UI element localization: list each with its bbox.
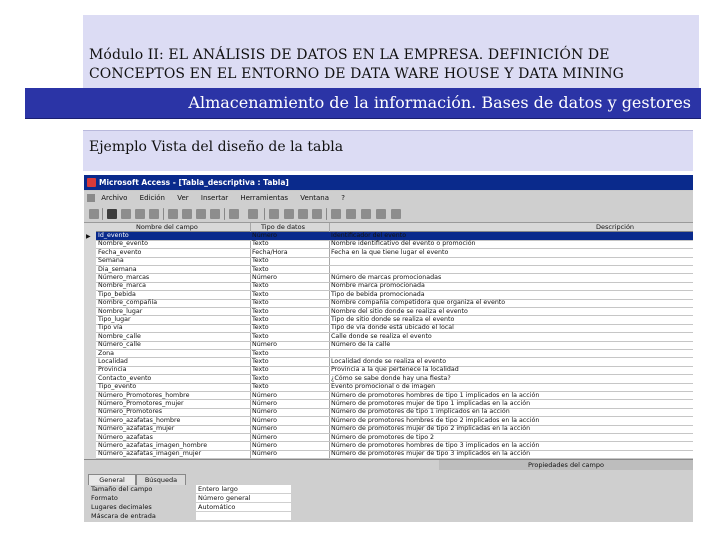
data-type-cell[interactable]: Número — [252, 341, 278, 349]
property-value-field[interactable]: Entero largo — [196, 485, 291, 493]
data-type-cell[interactable]: Texto — [252, 366, 269, 374]
data-type-cell[interactable]: Texto — [252, 307, 269, 315]
data-type-cell[interactable]: Texto — [252, 349, 269, 357]
field-name-cell[interactable]: Semana — [98, 257, 124, 265]
description-cell[interactable]: Número de promotores de tipo 2 — [331, 433, 435, 441]
toolbar-separator — [264, 208, 265, 220]
data-type-cell[interactable]: Número — [252, 391, 278, 399]
slide-subtitle: Ejemplo Vista del diseño de la tabla — [89, 139, 344, 155]
field-name-cell[interactable]: Tipo vía — [98, 324, 123, 332]
field-name-cell[interactable]: Nombre_compañía — [98, 299, 158, 307]
description-cell[interactable]: Nombre compañía competidora que organiza el evento — [331, 299, 506, 307]
save-icon[interactable] — [107, 209, 117, 219]
data-type-cell[interactable]: Texto — [252, 332, 269, 340]
field-name-cell[interactable]: Fecha_evento — [98, 248, 142, 256]
format-painter-icon[interactable] — [210, 209, 220, 219]
field-name-cell[interactable]: Número_azafatas_imagen_mujer — [98, 450, 202, 458]
data-type-cell[interactable]: Texto — [252, 290, 269, 298]
data-type-cell[interactable]: Texto — [252, 324, 269, 332]
window-titlebar — [84, 175, 693, 190]
description-cell[interactable]: Tipo de sitio donde se realiza el evento — [331, 316, 455, 323]
undo-icon[interactable] — [229, 209, 239, 219]
header-line-1: Módulo II: EL ANÁLISIS DE DATOS EN LA EMPRESA. DEFINICIÓN DE — [89, 47, 610, 63]
indexes-icon[interactable] — [284, 209, 294, 219]
properties-title: Propiedades del campo — [439, 460, 693, 470]
field-name-cell[interactable]: Número_Promotores_mujer — [98, 400, 184, 407]
primary-key-icon[interactable] — [269, 209, 279, 219]
description-cell[interactable]: Tipo de vía donde está ubicado el local — [331, 324, 454, 332]
description-cell[interactable]: Nombre identificativo del evento o promoción — [331, 240, 476, 248]
field-name-cell[interactable]: Id_evento — [98, 232, 129, 239]
properties-icon[interactable] — [331, 209, 341, 219]
description-cell[interactable]: Número de promotores hombres de tipo 1 implicados en la acción — [331, 391, 540, 399]
description-cell[interactable]: Número de la calle — [331, 341, 391, 349]
subtitle-box — [83, 130, 693, 171]
menu-herramientas[interactable]: Herramientas — [240, 194, 289, 202]
data-type-cell[interactable]: Número — [252, 400, 278, 407]
field-name-cell[interactable]: Número_azafatas_hombre — [98, 416, 181, 424]
property-value-field[interactable]: Número general — [196, 494, 291, 502]
field-name-cell[interactable]: Zona — [98, 349, 115, 357]
build-icon[interactable] — [346, 209, 356, 219]
description-cell[interactable]: Número de marcas promocionadas — [331, 274, 442, 281]
field-name-cell[interactable]: Tipo_lugar — [98, 316, 131, 323]
property-value-field[interactable] — [196, 512, 291, 520]
field-name-cell[interactable]: Número_azafatas_mujer — [98, 425, 175, 433]
print-icon[interactable] — [121, 209, 131, 219]
header-field-name: Nombre del campo — [136, 223, 198, 231]
data-type-cell[interactable]: Texto — [252, 240, 269, 248]
data-type-cell[interactable]: Texto — [252, 316, 269, 323]
properties-list — [84, 485, 294, 522]
field-name-cell[interactable]: Número_calle — [98, 341, 141, 349]
field-name-cell[interactable]: Nombre_calle — [98, 332, 141, 340]
property-value-field[interactable]: Automático — [196, 503, 291, 511]
description-cell[interactable]: Nombre marca promocionada — [331, 282, 425, 290]
insert-rows-icon[interactable] — [298, 209, 308, 219]
data-type-cell[interactable]: Número — [252, 450, 278, 458]
slide-header — [89, 46, 689, 84]
field-name-cell[interactable]: Provincia — [98, 366, 127, 374]
field-name-cell[interactable]: Contacto_evento — [98, 374, 152, 382]
access-window — [84, 175, 693, 522]
description-cell[interactable]: Nombre del sitio donde se realiza el evento — [331, 307, 468, 315]
description-cell[interactable]: Número de promotores hombres de tipo 3 implicados en la acción — [331, 442, 540, 449]
spelling-icon[interactable] — [149, 209, 159, 219]
property-label: Tamaño del campo — [91, 485, 153, 493]
design-grid — [96, 223, 693, 459]
data-type-cell[interactable]: Número — [252, 274, 278, 281]
data-type-cell[interactable]: Texto — [252, 374, 269, 382]
help-icon[interactable] — [391, 209, 401, 219]
field-name-cell[interactable]: Dia_semana — [98, 265, 137, 273]
menu-bar — [84, 191, 693, 206]
print-preview-icon[interactable] — [135, 209, 145, 219]
data-type-cell[interactable]: Texto — [252, 265, 269, 273]
field-name-cell[interactable]: Nombre_marca — [98, 282, 146, 290]
description-cell[interactable]: Número de promotores hombres de tipo 2 implicados en la acción — [331, 416, 540, 424]
description-cell[interactable]: Tipo de bebida promocionada — [331, 290, 425, 298]
header-data-type: Tipo de datos — [261, 223, 305, 231]
field-properties-pane — [84, 459, 693, 522]
field-name-cell[interactable]: Número_azafatas_imagen_hombre — [98, 442, 208, 449]
data-type-cell[interactable]: Número — [252, 442, 278, 449]
header-line-2: CONCEPTOS EN EL ENTORNO DE DATA WARE HOUSE Y DATA MINING — [89, 66, 624, 82]
description-cell[interactable]: Fecha en la que tiene lugar el evento — [331, 248, 449, 256]
description-cell[interactable]: Identificador del evento — [331, 232, 407, 239]
data-type-cell[interactable]: Número — [252, 433, 278, 441]
paste-icon[interactable] — [196, 209, 206, 219]
tab-busqueda[interactable]: Búsqueda — [136, 474, 186, 485]
property-label: Máscara de entrada — [91, 512, 156, 520]
data-type-cell[interactable]: Texto — [252, 257, 269, 265]
field-name-cell[interactable]: Localidad — [98, 358, 128, 365]
access-key-icon — [87, 178, 96, 187]
description-cell[interactable]: Número de promotores mujer de tipo 1 implicadas en la acción — [331, 400, 531, 407]
field-name-cell[interactable]: Número_marcas — [98, 274, 150, 281]
description-cell[interactable]: Número de promotores mujer de tipo 2 implicadas en la acción — [331, 425, 531, 433]
property-row — [84, 494, 294, 502]
property-label: Formato — [91, 494, 118, 502]
field-name-cell[interactable]: Tipo_bebida — [98, 290, 136, 298]
delete-rows-icon[interactable] — [312, 209, 322, 219]
menu-ventana[interactable]: Ventana — [300, 194, 330, 202]
toolbar-separator — [102, 208, 103, 220]
menu-archivo[interactable]: Archivo — [101, 194, 128, 202]
property-label: Lugares decimales — [91, 503, 152, 511]
table-row[interactable] — [96, 450, 693, 459]
database-window-icon[interactable] — [361, 209, 371, 219]
window-title: Microsoft Access - [Tabla_descriptiva : Tabla] — [99, 178, 289, 187]
description-cell[interactable]: ¿Cómo se sabe donde hay una fiesta? — [331, 374, 451, 382]
menu-edicion[interactable]: Edición — [139, 194, 165, 202]
tab-general[interactable]: General — [88, 474, 136, 485]
description-cell[interactable]: Provincia a la que pertenece la localidad — [331, 366, 459, 374]
description-cell[interactable]: Evento promocional o de imagen — [331, 383, 436, 391]
grid-header — [96, 223, 693, 232]
toolbar-separator — [326, 208, 327, 220]
property-row — [84, 485, 294, 493]
toolbar — [84, 206, 693, 223]
menu-ver[interactable]: Ver — [177, 194, 189, 202]
current-row-pointer-icon: ▶ — [86, 233, 91, 240]
property-row — [84, 503, 294, 511]
data-type-cell[interactable]: Número — [252, 425, 278, 433]
menu-help[interactable]: ? — [341, 194, 345, 202]
data-type-cell[interactable]: Texto — [252, 383, 269, 391]
view-icon[interactable] — [89, 209, 99, 219]
description-cell[interactable]: Localidad donde se realiza el evento — [331, 358, 447, 365]
toolbar-separator — [163, 208, 164, 220]
band-title: Almacenamiento de la información. Bases de datos y gestores — [188, 93, 691, 112]
cut-icon[interactable] — [168, 209, 178, 219]
field-name-cell[interactable]: Número_azafatas — [98, 433, 153, 441]
copy-icon[interactable] — [182, 209, 192, 219]
data-type-cell[interactable]: Número — [252, 232, 278, 239]
data-type-cell[interactable]: Texto — [252, 299, 269, 307]
toolbar-separator — [224, 208, 225, 220]
redo-icon[interactable] — [248, 209, 258, 219]
property-row — [84, 512, 294, 520]
field-name-cell[interactable]: Nombre_evento — [98, 240, 148, 248]
data-type-cell[interactable]: Número — [252, 408, 278, 416]
title-band — [25, 88, 701, 119]
data-type-cell[interactable]: Texto — [252, 358, 269, 365]
field-name-cell[interactable]: Número_Promotores_hombre — [98, 391, 190, 399]
data-type-cell[interactable]: Número — [252, 416, 278, 424]
field-name-cell[interactable]: Nombre_lugar — [98, 307, 143, 315]
field-name-cell[interactable]: Número_Promotores — [98, 408, 163, 416]
header-description: Descripción — [596, 223, 635, 231]
data-type-cell[interactable]: Texto — [252, 282, 269, 290]
data-type-cell[interactable]: Fecha/Hora — [252, 248, 288, 256]
menu-insertar[interactable]: Insertar — [200, 194, 229, 202]
field-name-cell[interactable]: Tipo_evento — [98, 383, 137, 391]
description-cell[interactable]: Calle donde se realiza el evento — [331, 332, 432, 340]
description-cell[interactable]: Número de promotores mujer de tipo 3 implicados en la acción — [331, 450, 531, 458]
new-object-icon[interactable] — [376, 209, 386, 219]
table-icon — [87, 194, 95, 202]
description-cell[interactable]: Número de promotores de tipo 1 implicados en la acción — [331, 408, 510, 416]
